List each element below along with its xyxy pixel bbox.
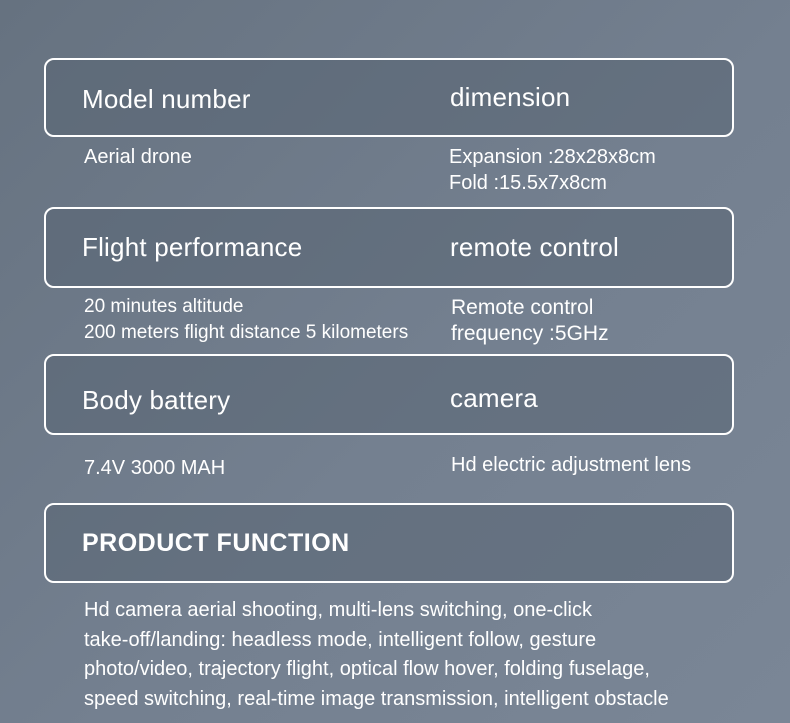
model-number-value <box>84 144 192 170</box>
flight-performance-value <box>84 294 408 346</box>
model-number-label: Model number <box>82 84 251 114</box>
flight-distance-value: 200 meters flight distance 5 kilometers <box>84 322 409 343</box>
product-function-line: photo/video, trajectory flight, optical flow hover, folding fuselage, <box>84 658 650 680</box>
product-function-title: PRODUCT FUNCTION <box>82 529 350 557</box>
camera-value <box>451 452 691 478</box>
product-function-line: take-off/landing: headless mode, intelligent follow, gesture <box>84 628 597 651</box>
remote-control-value-line1: Remote control <box>451 296 594 319</box>
dimension-value <box>449 144 656 196</box>
dimension-expansion-value: Expansion :28x28x8cm <box>449 146 656 168</box>
product-function-header <box>44 503 734 583</box>
flight-time-value: 20 minutes altitude <box>84 296 244 317</box>
remote-control-frequency-value: frequency :5GHz <box>451 322 609 345</box>
body-battery-value <box>84 455 225 481</box>
product-function-description <box>84 596 734 714</box>
flight-performance-label: Flight performance <box>82 232 303 262</box>
spec-header-model-dimension <box>44 58 734 137</box>
product-function-line: speed switching, real-time image transmission, intelligent obstacle <box>84 687 669 710</box>
spec-header-flight-remote <box>44 207 734 288</box>
camera-value-line: Hd electric adjustment lens <box>451 454 692 476</box>
camera-label: camera <box>450 383 538 413</box>
model-number-value-line: Aerial drone <box>84 146 192 168</box>
dimension-fold-value: Fold :15.5x7x8cm <box>449 172 607 194</box>
dimension-label: dimension <box>450 82 571 112</box>
product-function-line: Hd camera aerial shooting, multi-lens switching, one-click <box>84 599 592 621</box>
body-battery-label: Body battery <box>82 385 231 415</box>
remote-control-value <box>451 295 609 347</box>
remote-control-label: remote control <box>450 232 619 262</box>
battery-value-line: 7.4V 3000 MAH <box>84 457 226 479</box>
spec-header-battery-camera <box>44 354 734 435</box>
